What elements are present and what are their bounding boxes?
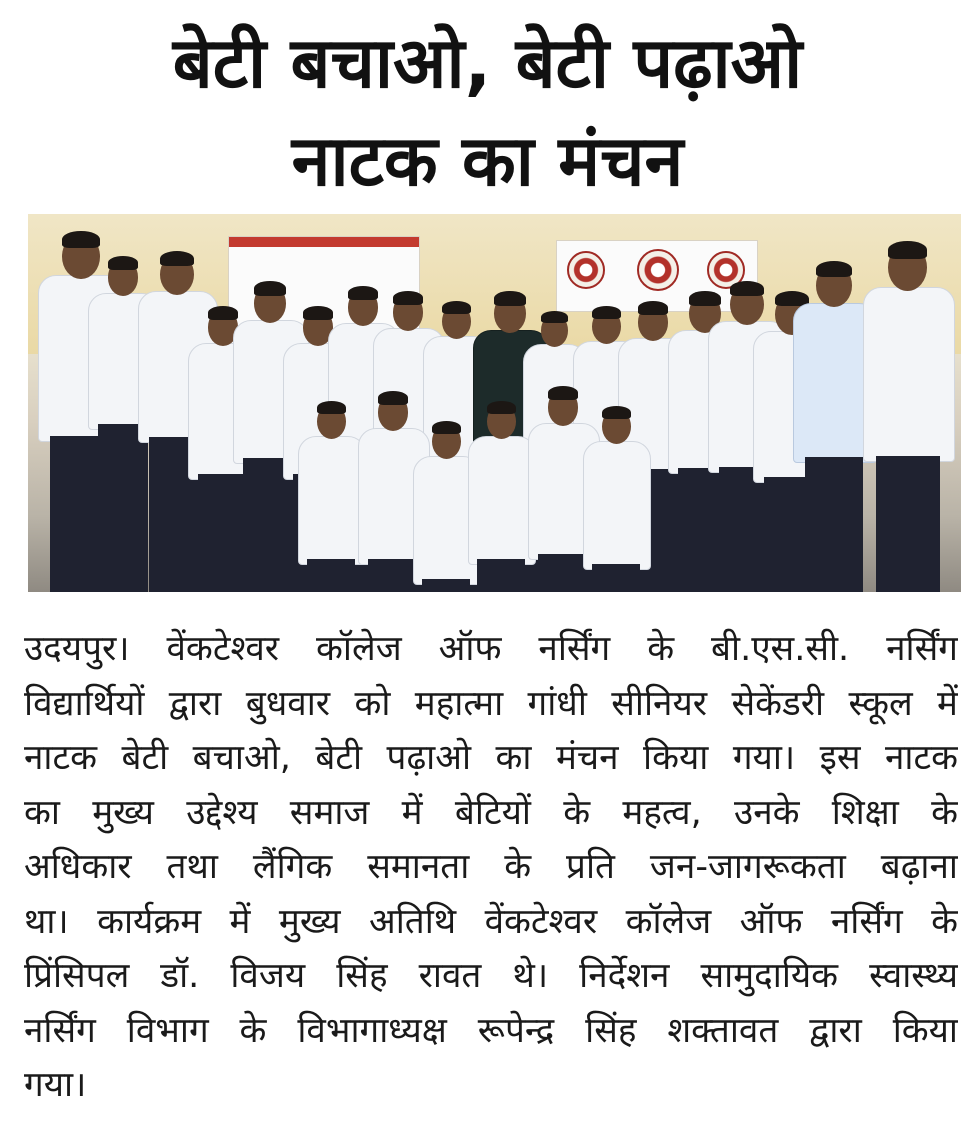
article-line: उदयपुर। वेंकटेश्वर कॉलेज ऑफ नर्सिंग के बी.एस.सी. नर्सिंग <box>24 629 958 669</box>
headline-line-2: नाटक का मंचन <box>291 120 684 202</box>
headline <box>0 14 975 210</box>
article-line: विद्यार्थियों द्वारा बुधवार को महात्मा गांधी सीनियर सेकेंडरी स्कूल में <box>24 683 958 724</box>
article-body <box>24 622 958 1113</box>
headline-line-1: बेटी बचाओ, बेटी पढ़ाओ <box>172 22 803 104</box>
article-line: नर्सिंग विभाग के विभागाध्यक्ष रूपेन्द्र सिंह शक्तावत द्वारा किया <box>24 1010 958 1051</box>
article-line: का मुख्य उद्देश्य समाज में बेटियों के महत्व, उनके शिक्षा के <box>24 792 958 833</box>
article-line: अधिकार तथा लैंगिक समानता के प्रति जन-जागरूकता बढ़ाना <box>24 847 958 887</box>
article-line: गया। <box>24 1065 87 1105</box>
article-line: था। कार्यक्रम में मुख्य अतिथि वेंकटेश्वर कॉलेज ऑफ नर्सिंग के <box>24 901 958 942</box>
group-photo <box>28 214 961 592</box>
article-line: नाटक बेटी बचाओ, बेटी पढ़ाओ का मंचन किया गया। इस नाटक <box>24 738 958 778</box>
article-line: प्रिंसिपल डॉ. विजय सिंह रावत थे। निर्देशन सामुदायिक स्वास्थ्य <box>24 956 958 996</box>
